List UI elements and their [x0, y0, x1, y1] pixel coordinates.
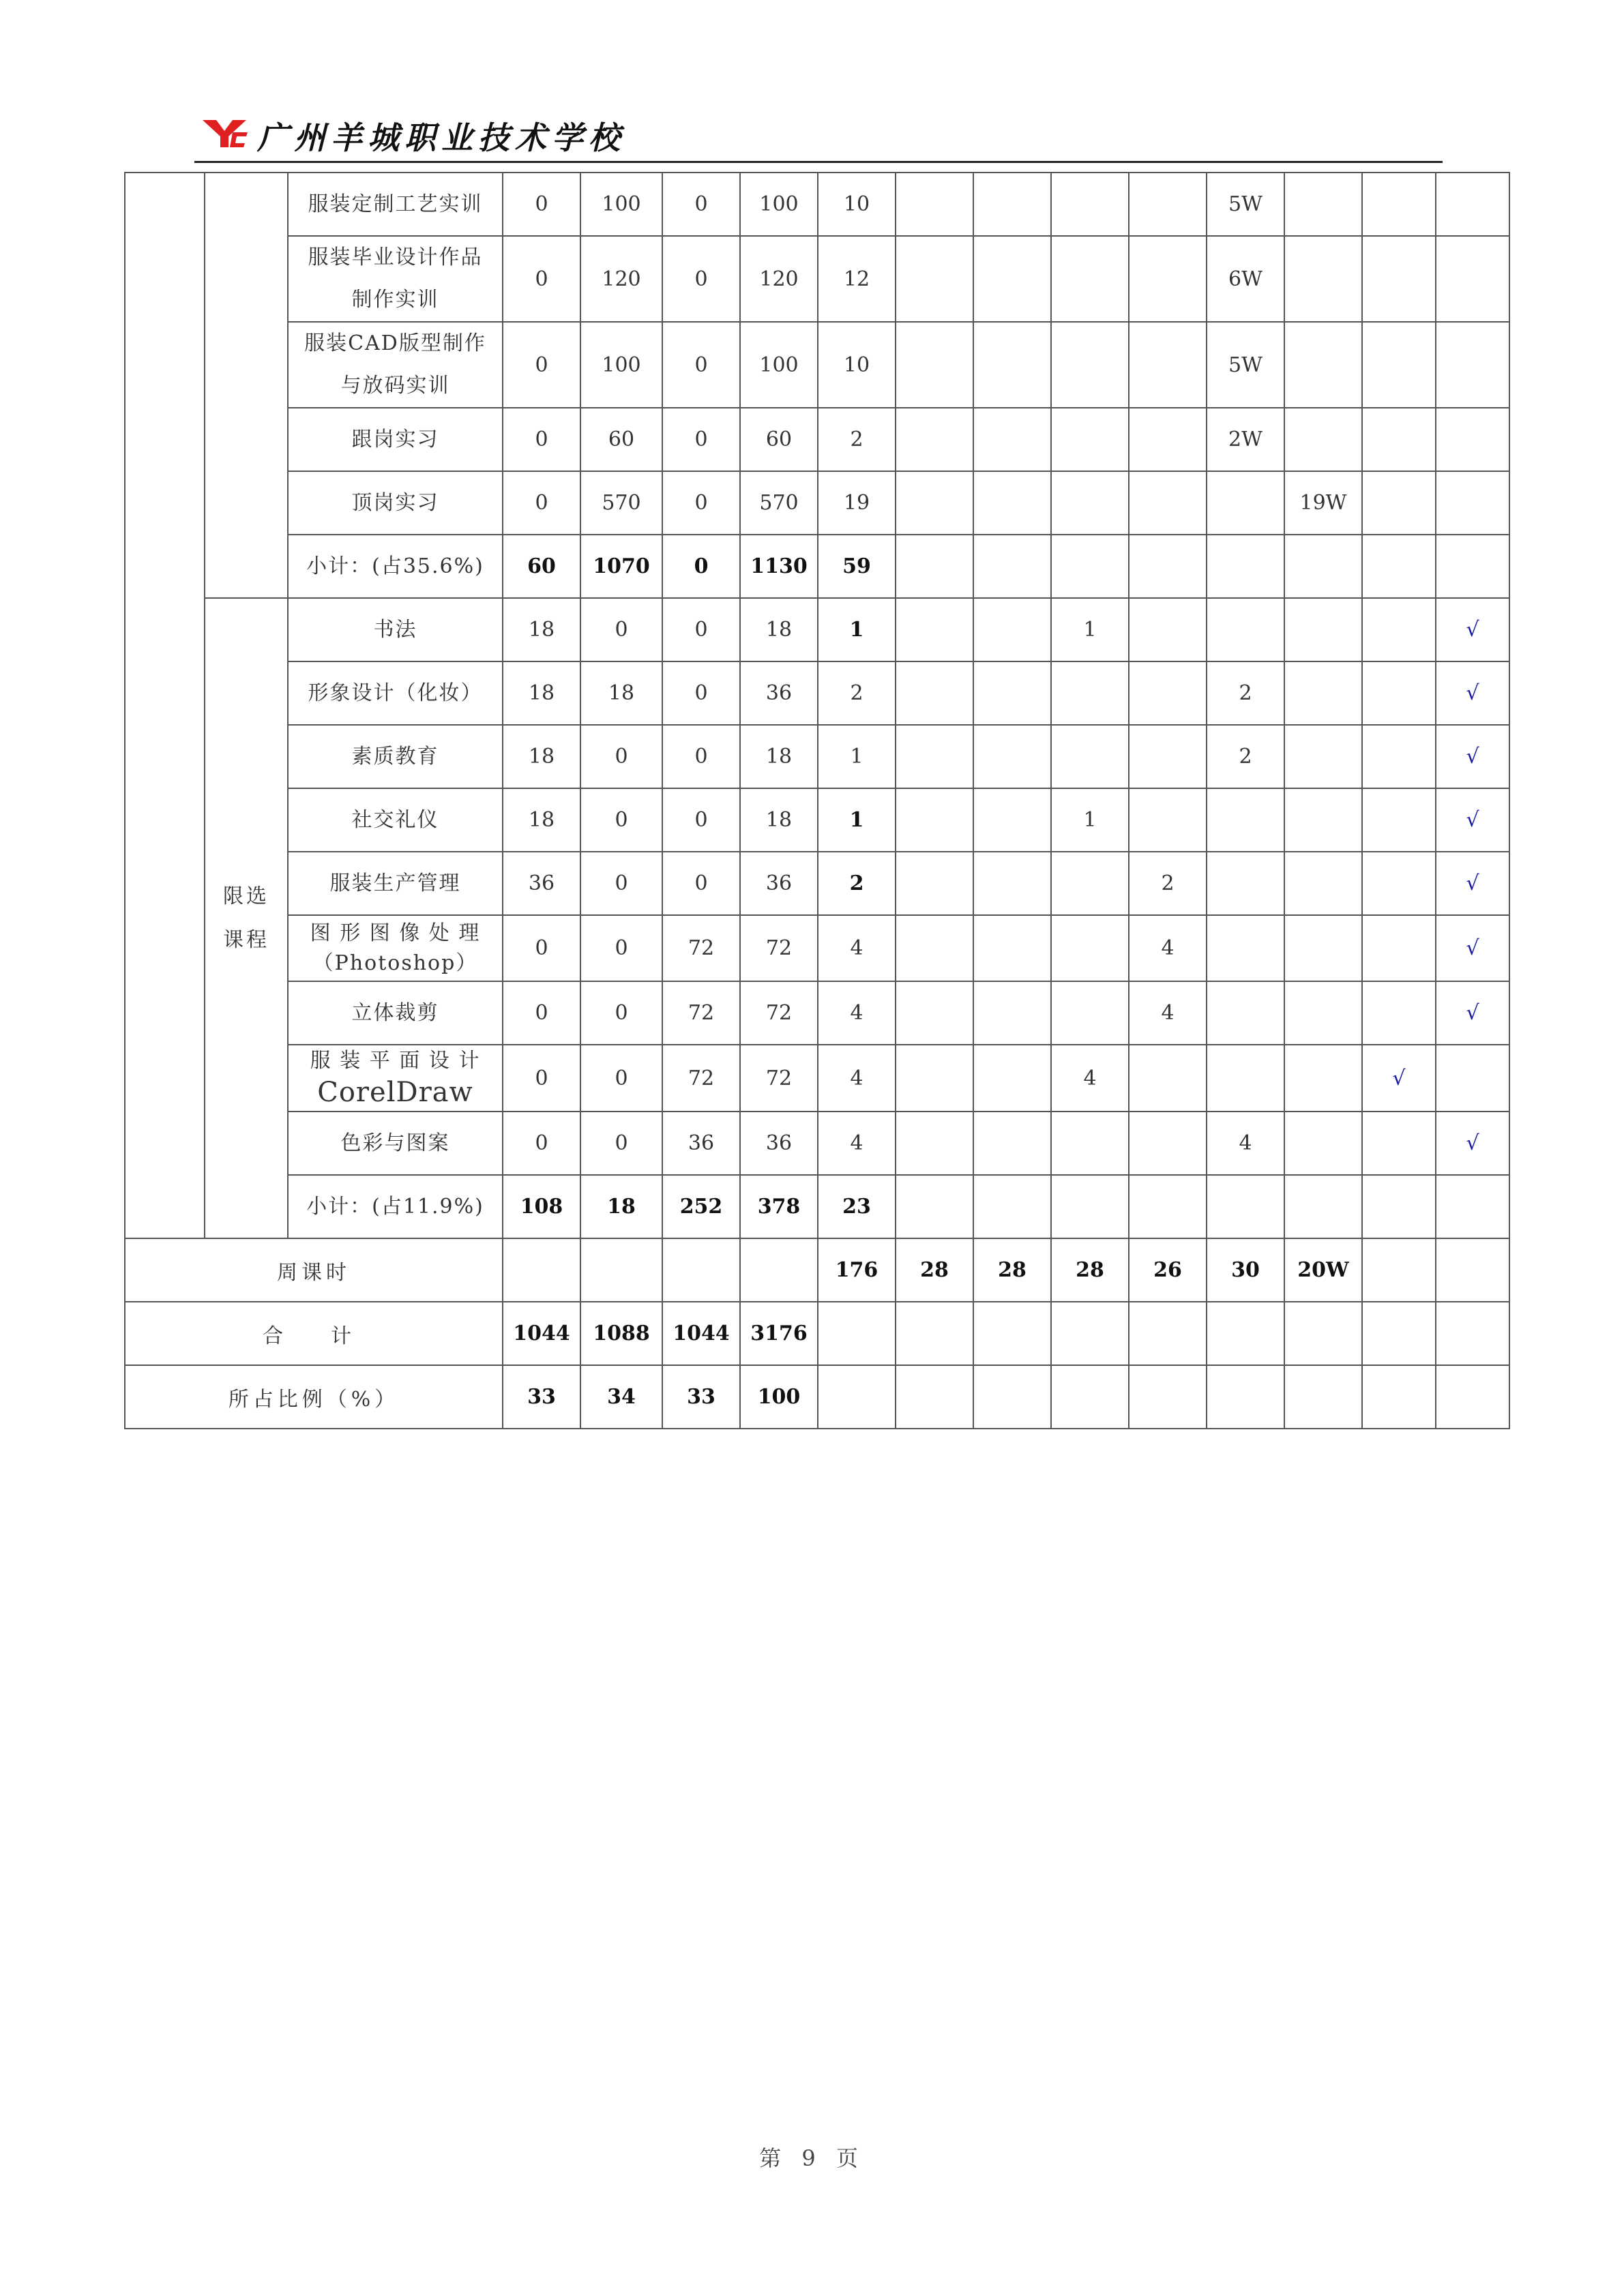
- empty-cell: [1362, 725, 1436, 788]
- check-mark: √: [1436, 852, 1509, 915]
- empty-cell: [896, 725, 973, 788]
- check-mark: √: [1362, 1045, 1436, 1112]
- hours-cell: 18: [503, 598, 580, 661]
- hours-cell: 72: [662, 981, 740, 1045]
- empty-cell: [973, 471, 1051, 535]
- empty-cell: [1051, 661, 1129, 725]
- total-row: [125, 1302, 1509, 1365]
- hours-cell: 0: [662, 725, 740, 788]
- course-name: 服 装 平 面 设 计 CorelDraw: [288, 1045, 503, 1112]
- empty-cell: [1129, 1365, 1207, 1429]
- hours-cell: 100: [740, 173, 818, 236]
- empty-cell: [973, 981, 1051, 1045]
- empty-cell: [1284, 661, 1362, 725]
- ratio-cell: 33: [503, 1365, 580, 1429]
- hours-cell: 0: [662, 598, 740, 661]
- hours-cell: 3176: [740, 1302, 818, 1365]
- hours-cell: 72: [662, 915, 740, 981]
- credit-cell: 2: [818, 852, 896, 915]
- empty-cell: [1284, 1045, 1362, 1112]
- empty-cell: [1051, 535, 1129, 598]
- weekly-hours-label: 周课时: [125, 1238, 503, 1302]
- empty-cell: [818, 1365, 896, 1429]
- term-cell: 4: [1129, 981, 1207, 1045]
- term-cell: 4: [1207, 1112, 1284, 1175]
- credit-cell: 2: [818, 661, 896, 725]
- empty-cell: [1051, 725, 1129, 788]
- empty-cell: [1436, 471, 1509, 535]
- empty-cell: [1207, 981, 1284, 1045]
- subtotal-row: [125, 535, 1509, 598]
- empty-cell: [1207, 1302, 1284, 1365]
- course-name: 服装CAD版型制作 与放码实训: [288, 322, 503, 408]
- empty-cell: [1051, 236, 1129, 322]
- empty-cell: [973, 598, 1051, 661]
- empty-cell: [1207, 788, 1284, 852]
- hours-cell: 18: [503, 725, 580, 788]
- term-cell: 2: [1129, 852, 1207, 915]
- empty-cell: [1129, 535, 1207, 598]
- empty-cell: [1129, 1302, 1207, 1365]
- check-mark: √: [1436, 661, 1509, 725]
- empty-cell: [1284, 852, 1362, 915]
- empty-cell: [1436, 408, 1509, 471]
- empty-cell: [896, 852, 973, 915]
- empty-cell: [1436, 236, 1509, 322]
- table-row: [125, 173, 1509, 236]
- hours-cell: 0: [580, 1045, 662, 1112]
- empty-cell: [973, 1365, 1051, 1429]
- credit-cell: 59: [818, 535, 896, 598]
- hours-cell: 0: [662, 471, 740, 535]
- credit-cell: 1: [818, 725, 896, 788]
- empty-cell: [1129, 408, 1207, 471]
- empty-cell: [1362, 788, 1436, 852]
- empty-cell: [1436, 322, 1509, 408]
- empty-cell: [973, 915, 1051, 981]
- empty-cell: [1284, 1302, 1362, 1365]
- empty-cell: [1129, 788, 1207, 852]
- empty-cell: [1284, 1365, 1362, 1429]
- table-row: [125, 725, 1509, 788]
- empty-cell: [580, 1238, 662, 1302]
- hours-cell: 0: [662, 322, 740, 408]
- table-row: [125, 661, 1509, 725]
- term-cell: 28: [896, 1238, 973, 1302]
- check-mark: √: [1436, 598, 1509, 661]
- empty-cell: [1362, 598, 1436, 661]
- course-name: 书法: [288, 598, 503, 661]
- empty-cell: [1129, 322, 1207, 408]
- empty-cell: [973, 725, 1051, 788]
- subtotal-row: [125, 1175, 1509, 1238]
- credit-cell: 23: [818, 1175, 896, 1238]
- empty-cell: [1362, 322, 1436, 408]
- hours-cell: 120: [580, 236, 662, 322]
- check-mark: √: [1436, 981, 1509, 1045]
- hours-cell: 18: [740, 725, 818, 788]
- credit-cell: 19: [818, 471, 896, 535]
- weekly-hours-row: [125, 1238, 1509, 1302]
- empty-cell: [973, 788, 1051, 852]
- hours-cell: 72: [740, 1045, 818, 1112]
- credit-cell: 10: [818, 173, 896, 236]
- empty-cell: [1284, 915, 1362, 981]
- empty-cell: [896, 1112, 973, 1175]
- hours-cell: 36: [740, 1112, 818, 1175]
- credit-cell: 4: [818, 1045, 896, 1112]
- empty-cell: [1362, 236, 1436, 322]
- course-name: 社交礼仪: [288, 788, 503, 852]
- empty-cell: [973, 408, 1051, 471]
- empty-cell: [1051, 1112, 1129, 1175]
- hours-cell: 60: [740, 408, 818, 471]
- hours-cell: 108: [503, 1175, 580, 1238]
- empty-cell: [1207, 471, 1284, 535]
- table-row: [125, 598, 1509, 661]
- empty-cell: [896, 661, 973, 725]
- empty-cell: [1362, 1238, 1436, 1302]
- empty-cell: [1362, 173, 1436, 236]
- school-logo: [201, 116, 249, 150]
- hours-cell: 100: [580, 173, 662, 236]
- empty-cell: [973, 535, 1051, 598]
- hours-cell: 0: [580, 788, 662, 852]
- subtotal-label: 小计：(占35.6%): [288, 535, 503, 598]
- empty-cell: [1051, 1365, 1129, 1429]
- ratio-cell: 33: [662, 1365, 740, 1429]
- table-row: [125, 981, 1509, 1045]
- empty-cell: [896, 1365, 973, 1429]
- hours-cell: 72: [740, 915, 818, 981]
- empty-cell: [1284, 408, 1362, 471]
- table-row: [125, 1112, 1509, 1175]
- hours-cell: 0: [503, 408, 580, 471]
- course-name: 形象设计（化妆）: [288, 661, 503, 725]
- term-cell: 30: [1207, 1238, 1284, 1302]
- hours-cell: 0: [503, 981, 580, 1045]
- hours-cell: 72: [740, 981, 818, 1045]
- empty-cell: [973, 1175, 1051, 1238]
- empty-cell: [1362, 1112, 1436, 1175]
- empty-cell: [740, 1238, 818, 1302]
- empty-cell: [1207, 915, 1284, 981]
- term-cell: 28: [1051, 1238, 1129, 1302]
- hours-cell: 18: [580, 661, 662, 725]
- empty-cell: [973, 1302, 1051, 1365]
- empty-cell: [1436, 173, 1509, 236]
- empty-cell: [1362, 1302, 1436, 1365]
- hours-cell: 0: [580, 852, 662, 915]
- hours-cell: 0: [662, 788, 740, 852]
- empty-cell: [896, 322, 973, 408]
- empty-cell: [818, 1302, 896, 1365]
- empty-cell: [1207, 535, 1284, 598]
- empty-cell: [1362, 1365, 1436, 1429]
- term-cell: 2W: [1207, 408, 1284, 471]
- empty-cell: [1051, 173, 1129, 236]
- hours-cell: 60: [503, 535, 580, 598]
- hours-cell: 1088: [580, 1302, 662, 1365]
- empty-cell: [1284, 322, 1362, 408]
- credit-cell: 4: [818, 981, 896, 1045]
- term-cell: 1: [1051, 598, 1129, 661]
- hours-cell: 1130: [740, 535, 818, 598]
- hours-cell: 36: [662, 1112, 740, 1175]
- hours-cell: 0: [503, 915, 580, 981]
- hours-cell: 0: [580, 915, 662, 981]
- hours-cell: 0: [580, 981, 662, 1045]
- hours-cell: 0: [503, 1045, 580, 1112]
- hours-cell: 120: [740, 236, 818, 322]
- table-row: [125, 408, 1509, 471]
- empty-cell: [973, 1112, 1051, 1175]
- curriculum-table: [124, 172, 1510, 1429]
- total-label: 合 计: [125, 1302, 503, 1365]
- course-name: 素质教育: [288, 725, 503, 788]
- term-cell: 2: [1207, 661, 1284, 725]
- term-cell: 19W: [1284, 471, 1362, 535]
- hours-cell: 0: [662, 408, 740, 471]
- empty-cell: [1362, 471, 1436, 535]
- hours-cell: 100: [740, 322, 818, 408]
- hours-cell: 0: [503, 173, 580, 236]
- empty-cell: [1207, 1045, 1284, 1112]
- credit-cell: 2: [818, 408, 896, 471]
- empty-cell: [1129, 661, 1207, 725]
- hours-cell: 252: [662, 1175, 740, 1238]
- hours-cell: 18: [503, 788, 580, 852]
- elective-group-label: 限选 课程: [205, 598, 288, 1238]
- empty-cell: [1284, 1175, 1362, 1238]
- empty-cell: [1362, 981, 1436, 1045]
- hours-cell: 36: [740, 852, 818, 915]
- empty-cell: [1362, 661, 1436, 725]
- course-name: 服装毕业设计作品 制作实训: [288, 236, 503, 322]
- hours-cell: 60: [580, 408, 662, 471]
- hours-cell: 0: [662, 852, 740, 915]
- hours-cell: 570: [740, 471, 818, 535]
- hours-cell: 0: [662, 173, 740, 236]
- empty-cell: [1436, 1302, 1509, 1365]
- empty-cell: [1129, 1112, 1207, 1175]
- hours-cell: 570: [580, 471, 662, 535]
- empty-cell: [1129, 236, 1207, 322]
- hours-cell: 1044: [503, 1302, 580, 1365]
- empty-cell: [896, 471, 973, 535]
- empty-cell: [1284, 725, 1362, 788]
- term-cell: 4: [1129, 915, 1207, 981]
- empty-cell: [973, 852, 1051, 915]
- empty-cell: [1362, 408, 1436, 471]
- empty-cell: [1129, 1045, 1207, 1112]
- course-name: 顶岗实习: [288, 471, 503, 535]
- credit-cell: 1: [818, 598, 896, 661]
- empty-cell: [1207, 1365, 1284, 1429]
- empty-cell: [1051, 1175, 1129, 1238]
- empty-cell: [1129, 1175, 1207, 1238]
- check-mark: √: [1436, 788, 1509, 852]
- credit-cell: 12: [818, 236, 896, 322]
- school-name: 广州羊城职业技术学校: [257, 119, 625, 156]
- empty-cell: [1436, 1045, 1509, 1112]
- term-cell: 28: [973, 1238, 1051, 1302]
- empty-cell: [1051, 915, 1129, 981]
- term-cell: 5W: [1207, 322, 1284, 408]
- empty-cell: [1051, 852, 1129, 915]
- empty-cell: [1436, 1238, 1509, 1302]
- hours-cell: 378: [740, 1175, 818, 1238]
- course-name: 图 形 图 像 处 理 （Photoshop）: [288, 915, 503, 981]
- empty-cell: [1129, 471, 1207, 535]
- hours-cell: 0: [662, 236, 740, 322]
- empty-cell: [662, 1238, 740, 1302]
- term-cell: 20W: [1284, 1238, 1362, 1302]
- check-mark: √: [1436, 1112, 1509, 1175]
- empty-cell: [973, 322, 1051, 408]
- term-cell: 4: [1051, 1045, 1129, 1112]
- subcategory-cell: [205, 173, 288, 598]
- empty-cell: [1436, 1175, 1509, 1238]
- hours-cell: 36: [503, 852, 580, 915]
- empty-cell: [1051, 1302, 1129, 1365]
- term-cell: 6W: [1207, 236, 1284, 322]
- hours-cell: 0: [580, 725, 662, 788]
- empty-cell: [1284, 236, 1362, 322]
- hours-cell: 0: [503, 471, 580, 535]
- subtotal-label: 小计：(占11.9%): [288, 1175, 503, 1238]
- empty-cell: [1051, 322, 1129, 408]
- term-cell: 26: [1129, 1238, 1207, 1302]
- table-row: [125, 322, 1509, 408]
- empty-cell: [1284, 1112, 1362, 1175]
- empty-cell: [1436, 1365, 1509, 1429]
- term-cell: 1: [1051, 788, 1129, 852]
- hours-cell: 1044: [662, 1302, 740, 1365]
- page-header: [194, 110, 1443, 163]
- empty-cell: [896, 1045, 973, 1112]
- empty-cell: [1051, 408, 1129, 471]
- empty-cell: [1284, 173, 1362, 236]
- table-row: [125, 1045, 1509, 1112]
- ratio-cell: 100: [740, 1365, 818, 1429]
- table-row: [125, 236, 1509, 322]
- hours-cell: 0: [580, 598, 662, 661]
- empty-cell: [1284, 981, 1362, 1045]
- empty-cell: [896, 1302, 973, 1365]
- empty-cell: [896, 1175, 973, 1238]
- empty-cell: [1362, 852, 1436, 915]
- empty-cell: [1362, 915, 1436, 981]
- check-mark: √: [1436, 915, 1509, 981]
- empty-cell: [1207, 598, 1284, 661]
- empty-cell: [973, 661, 1051, 725]
- empty-cell: [973, 236, 1051, 322]
- hours-cell: 0: [503, 236, 580, 322]
- empty-cell: [1129, 173, 1207, 236]
- hours-cell: 0: [503, 322, 580, 408]
- empty-cell: [896, 535, 973, 598]
- credit-cell: 10: [818, 322, 896, 408]
- empty-cell: [1284, 598, 1362, 661]
- empty-cell: [1284, 788, 1362, 852]
- empty-cell: [1051, 981, 1129, 1045]
- term-cell: 5W: [1207, 173, 1284, 236]
- check-mark: √: [1436, 725, 1509, 788]
- hours-cell: 0: [662, 661, 740, 725]
- empty-cell: [973, 1045, 1051, 1112]
- empty-cell: [1129, 598, 1207, 661]
- table-row: [125, 471, 1509, 535]
- course-name: 服装定制工艺实训: [288, 173, 503, 236]
- hours-cell: 18: [740, 788, 818, 852]
- table-row: [125, 788, 1509, 852]
- ratio-row: [125, 1365, 1509, 1429]
- empty-cell: [896, 788, 973, 852]
- empty-cell: [1129, 725, 1207, 788]
- empty-cell: [1284, 535, 1362, 598]
- page-number: 第 9 页: [759, 2145, 865, 2171]
- course-name: 立体裁剪: [288, 981, 503, 1045]
- credit-cell: 1: [818, 788, 896, 852]
- hours-cell: 18: [740, 598, 818, 661]
- course-name: 服装生产管理: [288, 852, 503, 915]
- course-name: 色彩与图案: [288, 1112, 503, 1175]
- term-cell: 2: [1207, 725, 1284, 788]
- course-name: 跟岗实习: [288, 408, 503, 471]
- empty-cell: [1207, 852, 1284, 915]
- hours-cell: 0: [580, 1112, 662, 1175]
- hours-cell: 0: [662, 535, 740, 598]
- table-row: [125, 915, 1509, 981]
- empty-cell: [896, 598, 973, 661]
- empty-cell: [896, 173, 973, 236]
- credit-cell: 4: [818, 915, 896, 981]
- hours-cell: 36: [740, 661, 818, 725]
- hours-cell: 72: [662, 1045, 740, 1112]
- empty-cell: [973, 173, 1051, 236]
- empty-cell: [1362, 535, 1436, 598]
- empty-cell: [503, 1238, 580, 1302]
- hours-cell: 18: [503, 661, 580, 725]
- table-row: [125, 852, 1509, 915]
- empty-cell: [896, 408, 973, 471]
- ratio-label: 所占比例（%）: [125, 1365, 503, 1429]
- hours-cell: 100: [580, 322, 662, 408]
- ratio-cell: 34: [580, 1365, 662, 1429]
- hours-cell: 1070: [580, 535, 662, 598]
- empty-cell: [896, 236, 973, 322]
- hours-cell: 0: [503, 1112, 580, 1175]
- weekly-total: 176: [818, 1238, 896, 1302]
- empty-cell: [896, 915, 973, 981]
- hours-cell: 18: [580, 1175, 662, 1238]
- empty-cell: [1436, 535, 1509, 598]
- empty-cell: [1051, 471, 1129, 535]
- empty-cell: [1362, 1175, 1436, 1238]
- credit-cell: 4: [818, 1112, 896, 1175]
- empty-cell: [1207, 1175, 1284, 1238]
- category-cell: [125, 173, 205, 1238]
- empty-cell: [896, 981, 973, 1045]
